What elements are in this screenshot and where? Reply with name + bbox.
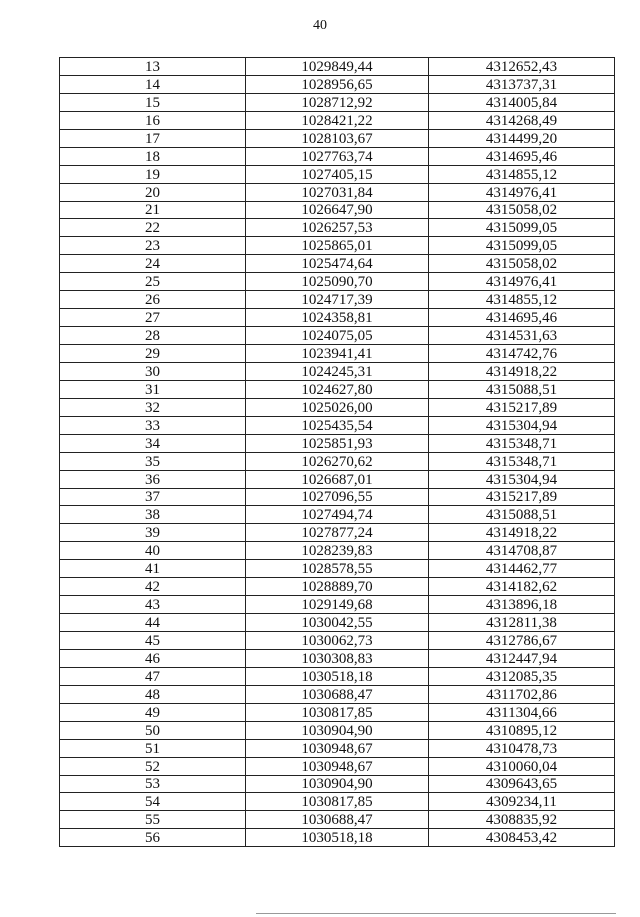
table-row: [60, 793, 615, 811]
point-number-cell: 18: [60, 147, 246, 165]
table-row: [60, 345, 615, 363]
table-row: [60, 524, 615, 542]
x-coordinate-cell: 1023941,41: [246, 345, 429, 363]
table-row: [60, 327, 615, 345]
y-coordinate-cell: 4308453,42: [429, 829, 615, 847]
point-number-cell: 47: [60, 667, 246, 685]
x-coordinate-cell: 1024627,80: [246, 380, 429, 398]
point-number-cell: 13: [60, 58, 246, 76]
table-row: [60, 75, 615, 93]
y-coordinate-cell: 4312085,35: [429, 667, 615, 685]
y-coordinate-cell: 4315058,02: [429, 255, 615, 273]
x-coordinate-cell: 1030817,85: [246, 703, 429, 721]
point-number-cell: 56: [60, 829, 246, 847]
x-coordinate-cell: 1029149,68: [246, 596, 429, 614]
x-coordinate-cell: 1030688,47: [246, 685, 429, 703]
table-row: [60, 632, 615, 650]
coordinates-table: [59, 57, 615, 847]
y-coordinate-cell: 4315304,94: [429, 416, 615, 434]
y-coordinate-cell: 4310060,04: [429, 757, 615, 775]
x-coordinate-cell: 1030308,83: [246, 649, 429, 667]
table-row: [60, 721, 615, 739]
table-row: [60, 452, 615, 470]
point-number-cell: 14: [60, 75, 246, 93]
x-coordinate-cell: 1030688,47: [246, 811, 429, 829]
point-number-cell: 32: [60, 398, 246, 416]
point-number-cell: 24: [60, 255, 246, 273]
point-number-cell: 48: [60, 685, 246, 703]
table-row: [60, 111, 615, 129]
x-coordinate-cell: 1025865,01: [246, 237, 429, 255]
point-number-cell: 29: [60, 345, 246, 363]
y-coordinate-cell: 4315217,89: [429, 488, 615, 506]
table-row: [60, 309, 615, 327]
point-number-cell: 51: [60, 739, 246, 757]
x-coordinate-cell: 1026687,01: [246, 470, 429, 488]
x-coordinate-cell: 1030817,85: [246, 793, 429, 811]
page-number: 40: [313, 18, 327, 33]
y-coordinate-cell: 4313737,31: [429, 75, 615, 93]
point-number-cell: 43: [60, 596, 246, 614]
x-coordinate-cell: 1030904,90: [246, 775, 429, 793]
x-coordinate-cell: 1027494,74: [246, 506, 429, 524]
y-coordinate-cell: 4314005,84: [429, 93, 615, 111]
coordinates-table-body: [60, 58, 615, 847]
x-coordinate-cell: 1024358,81: [246, 309, 429, 327]
table-row: [60, 183, 615, 201]
point-number-cell: 33: [60, 416, 246, 434]
x-coordinate-cell: 1025851,93: [246, 434, 429, 452]
table-row: [60, 58, 615, 76]
table-row: [60, 614, 615, 632]
x-coordinate-cell: 1027031,84: [246, 183, 429, 201]
y-coordinate-cell: 4309643,65: [429, 775, 615, 793]
y-coordinate-cell: 4314742,76: [429, 345, 615, 363]
point-number-cell: 25: [60, 273, 246, 291]
y-coordinate-cell: 4310478,73: [429, 739, 615, 757]
x-coordinate-cell: 1029849,44: [246, 58, 429, 76]
x-coordinate-cell: 1030518,18: [246, 829, 429, 847]
point-number-cell: 38: [60, 506, 246, 524]
y-coordinate-cell: 4314855,12: [429, 165, 615, 183]
x-coordinate-cell: 1026270,62: [246, 452, 429, 470]
x-coordinate-cell: 1027405,15: [246, 165, 429, 183]
y-coordinate-cell: 4314182,62: [429, 578, 615, 596]
y-coordinate-cell: 4315348,71: [429, 452, 615, 470]
x-coordinate-cell: 1024245,31: [246, 362, 429, 380]
y-coordinate-cell: 4315348,71: [429, 434, 615, 452]
y-coordinate-cell: 4314918,22: [429, 362, 615, 380]
x-coordinate-cell: 1027877,24: [246, 524, 429, 542]
table-row: [60, 291, 615, 309]
x-coordinate-cell: 1027096,55: [246, 488, 429, 506]
table-row: [60, 739, 615, 757]
point-number-cell: 37: [60, 488, 246, 506]
y-coordinate-cell: 4315088,51: [429, 380, 615, 398]
table-row: [60, 237, 615, 255]
y-coordinate-cell: 4314695,46: [429, 147, 615, 165]
x-coordinate-cell: 1027763,74: [246, 147, 429, 165]
x-coordinate-cell: 1024717,39: [246, 291, 429, 309]
table-row: [60, 685, 615, 703]
x-coordinate-cell: 1030042,55: [246, 614, 429, 632]
table-row: [60, 649, 615, 667]
x-coordinate-cell: 1030948,67: [246, 757, 429, 775]
x-coordinate-cell: 1028712,92: [246, 93, 429, 111]
y-coordinate-cell: 4310895,12: [429, 721, 615, 739]
table-row: [60, 147, 615, 165]
x-coordinate-cell: 1030948,67: [246, 739, 429, 757]
point-number-cell: 21: [60, 201, 246, 219]
x-coordinate-cell: 1028956,65: [246, 75, 429, 93]
table-row: [60, 380, 615, 398]
point-number-cell: 44: [60, 614, 246, 632]
table-row: [60, 201, 615, 219]
point-number-cell: 53: [60, 775, 246, 793]
y-coordinate-cell: 4314918,22: [429, 524, 615, 542]
point-number-cell: 41: [60, 560, 246, 578]
point-number-cell: 35: [60, 452, 246, 470]
point-number-cell: 50: [60, 721, 246, 739]
table-row: [60, 596, 615, 614]
x-coordinate-cell: 1028421,22: [246, 111, 429, 129]
y-coordinate-cell: 4315088,51: [429, 506, 615, 524]
x-coordinate-cell: 1028103,67: [246, 129, 429, 147]
table-row: [60, 273, 615, 291]
y-coordinate-cell: 4313896,18: [429, 596, 615, 614]
point-number-cell: 28: [60, 327, 246, 345]
x-coordinate-cell: 1025435,54: [246, 416, 429, 434]
point-number-cell: 36: [60, 470, 246, 488]
x-coordinate-cell: 1030904,90: [246, 721, 429, 739]
point-number-cell: 17: [60, 129, 246, 147]
x-coordinate-cell: 1030518,18: [246, 667, 429, 685]
y-coordinate-cell: 4312786,67: [429, 632, 615, 650]
y-coordinate-cell: 4314499,20: [429, 129, 615, 147]
point-number-cell: 19: [60, 165, 246, 183]
y-coordinate-cell: 4314708,87: [429, 542, 615, 560]
table-row: [60, 398, 615, 416]
y-coordinate-cell: 4312447,94: [429, 649, 615, 667]
table-row: [60, 578, 615, 596]
table-row: [60, 542, 615, 560]
point-number-cell: 46: [60, 649, 246, 667]
point-number-cell: 16: [60, 111, 246, 129]
x-coordinate-cell: 1024075,05: [246, 327, 429, 345]
table-row: [60, 93, 615, 111]
point-number-cell: 39: [60, 524, 246, 542]
table-row: [60, 165, 615, 183]
table-row: [60, 829, 615, 847]
table-row: [60, 811, 615, 829]
point-number-cell: 26: [60, 291, 246, 309]
y-coordinate-cell: 4314976,41: [429, 183, 615, 201]
table-row: [60, 703, 615, 721]
y-coordinate-cell: 4314695,46: [429, 309, 615, 327]
x-coordinate-cell: 1025026,00: [246, 398, 429, 416]
y-coordinate-cell: 4314268,49: [429, 111, 615, 129]
point-number-cell: 34: [60, 434, 246, 452]
y-coordinate-cell: 4315099,05: [429, 237, 615, 255]
point-number-cell: 15: [60, 93, 246, 111]
point-number-cell: 54: [60, 793, 246, 811]
table-row: [60, 506, 615, 524]
table-row: [60, 434, 615, 452]
point-number-cell: 40: [60, 542, 246, 560]
table-row: [60, 470, 615, 488]
x-coordinate-cell: 1025090,70: [246, 273, 429, 291]
y-coordinate-cell: 4308835,92: [429, 811, 615, 829]
table-row: [60, 667, 615, 685]
point-number-cell: 42: [60, 578, 246, 596]
table-row: [60, 757, 615, 775]
table-row: [60, 219, 615, 237]
y-coordinate-cell: 4314462,77: [429, 560, 615, 578]
y-coordinate-cell: 4315304,94: [429, 470, 615, 488]
y-coordinate-cell: 4311304,66: [429, 703, 615, 721]
point-number-cell: 52: [60, 757, 246, 775]
x-coordinate-cell: 1026257,53: [246, 219, 429, 237]
table-row: [60, 775, 615, 793]
table-row: [60, 362, 615, 380]
point-number-cell: 55: [60, 811, 246, 829]
x-coordinate-cell: 1028889,70: [246, 578, 429, 596]
point-number-cell: 30: [60, 362, 246, 380]
y-coordinate-cell: 4314976,41: [429, 273, 615, 291]
y-coordinate-cell: 4312652,43: [429, 58, 615, 76]
point-number-cell: 27: [60, 309, 246, 327]
y-coordinate-cell: 4315099,05: [429, 219, 615, 237]
y-coordinate-cell: 4311702,86: [429, 685, 615, 703]
x-coordinate-cell: 1025474,64: [246, 255, 429, 273]
table-row: [60, 488, 615, 506]
y-coordinate-cell: 4309234,11: [429, 793, 615, 811]
y-coordinate-cell: 4314855,12: [429, 291, 615, 309]
table-row: [60, 560, 615, 578]
point-number-cell: 45: [60, 632, 246, 650]
x-coordinate-cell: 1026647,90: [246, 201, 429, 219]
table-row: [60, 255, 615, 273]
point-number-cell: 31: [60, 380, 246, 398]
y-coordinate-cell: 4314531,63: [429, 327, 615, 345]
y-coordinate-cell: 4315058,02: [429, 201, 615, 219]
point-number-cell: 22: [60, 219, 246, 237]
x-coordinate-cell: 1028239,83: [246, 542, 429, 560]
y-coordinate-cell: 4312811,38: [429, 614, 615, 632]
y-coordinate-cell: 4315217,89: [429, 398, 615, 416]
point-number-cell: 23: [60, 237, 246, 255]
table-row: [60, 129, 615, 147]
bottom-rule: [256, 913, 616, 914]
table-row: [60, 416, 615, 434]
x-coordinate-cell: 1030062,73: [246, 632, 429, 650]
point-number-cell: 49: [60, 703, 246, 721]
x-coordinate-cell: 1028578,55: [246, 560, 429, 578]
point-number-cell: 20: [60, 183, 246, 201]
